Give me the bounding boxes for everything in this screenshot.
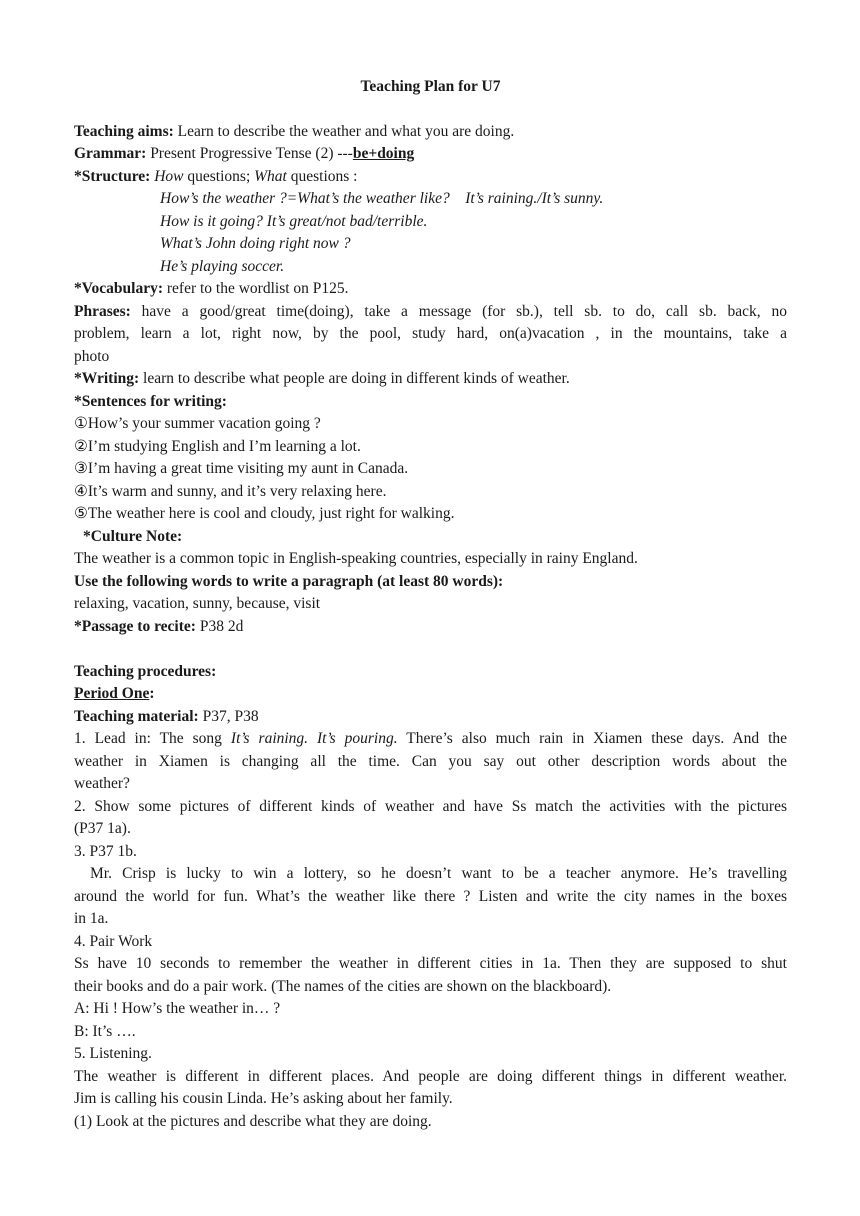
step-1-line: weather in Xiamen is changing all the time. Can you say out other description words about the [74, 752, 787, 770]
phrases-line: photo [74, 347, 110, 365]
period-colon: : [149, 685, 155, 702]
step-2-line: (P37 1a). [74, 820, 131, 837]
procedures-label: Teaching procedures: [74, 662, 217, 680]
structure-what: What [254, 167, 287, 185]
sentence-item: ③I’m having a great time visiting my aunt in Canada. [74, 460, 409, 477]
dialogue-a: A: Hi ! How’s the weather in… ? [74, 1000, 281, 1017]
sentences-label: *Sentences for writing: [74, 392, 227, 410]
structure [74, 166, 787, 189]
structure-example: He’s playing soccer. [160, 257, 285, 275]
document-page [74, 76, 787, 1133]
writing [74, 368, 787, 391]
structure-example: How’s the weather ?=What’s the weather like? It’s raining./It’s sunny. [160, 190, 604, 207]
step-4-line: their books and do a pair work. (The names of the cities are shown on the blackboard). [74, 977, 612, 995]
sentence-item: ④It’s warm and sunny, and it’s very relaxing here. [74, 482, 387, 500]
sentence-item: ①How’s your summer vacation going ? [74, 415, 321, 432]
dialogue-b: B: It’s …. [74, 1022, 136, 1040]
phrases-line: problem, learn a lot, right now, by the pool, study hard, on(a)vacation , in the mountains, take a [74, 325, 787, 342]
structure-example: How is it going? It’s great/not bad/terrible. [160, 212, 428, 230]
step-3: 3. P37 1b. [74, 842, 137, 860]
grammar-text: Present Progressive Tense (2) --- [146, 145, 353, 162]
step-5: 5. Listening. [74, 1045, 152, 1062]
step-1-text: There’s also much rain in Xiamen these days. And the [397, 730, 788, 747]
structure-mid: questions; [183, 167, 255, 185]
phrases-label: Phrases: [74, 302, 131, 320]
culture-note-label: *Culture Note: [83, 527, 183, 545]
structure-example: What’s John doing right now ? [160, 235, 351, 252]
step-3-line: Mr. Crisp is lucky to win a lottery, so he doesn’t want to be a teacher anymore. He’s travelling [90, 865, 787, 882]
step-5-line: The weather is different in different places. And people are doing different things in different weather. [74, 1067, 787, 1085]
teaching-aims [74, 121, 787, 144]
recite-label: *Passage to recite: [74, 617, 196, 635]
step-1-text: 1. Lead in: The song [74, 730, 231, 747]
recite-text: P38 2d [195, 617, 244, 635]
step-1 [74, 728, 787, 751]
grammar-label: Grammar: [74, 145, 147, 162]
sentence-item: ②I’m studying English and I’m learning a lot. [74, 437, 361, 455]
sentence-item: ⑤The weather here is cool and cloudy, just right for walking. [74, 505, 455, 522]
writing-text: learn to describe what people are doing in different kinds of weather. [139, 370, 570, 387]
period-heading [74, 683, 787, 706]
structure-tail: questions : [286, 167, 358, 185]
grammar [74, 143, 787, 166]
phrases [74, 301, 787, 324]
writing-label: *Writing: [74, 370, 140, 387]
vocabulary-text: refer to the wordlist on P125. [163, 280, 349, 297]
step-1-line: weather? [74, 775, 130, 792]
material-text: P37, P38 [198, 707, 259, 725]
song-title: It’s raining. It’s pouring. [230, 730, 398, 747]
structure-how: How [150, 167, 184, 185]
teaching-aims-text: Learn to describe the weather and what you are doing. [173, 122, 515, 140]
step-4: 4. Pair Work [74, 932, 153, 950]
period-title: Period One [74, 685, 150, 702]
phrases-line: have a good/great time(doing), take a message (for sb.), tell sb. to do, call sb. back, no [130, 302, 787, 320]
vocabulary-label: *Vocabulary: [74, 280, 163, 297]
vocabulary [74, 278, 787, 301]
step-4-line: Ss have 10 seconds to remember the weather in different cities in 1a. Then they are supposed to shut [74, 955, 787, 972]
step-2: 2. Show some pictures of different kinds of weather and have Ss match the activities with the pictures [74, 797, 787, 815]
paragraph-task-label: Use the following words to write a paragraph (at least 80 words): [74, 572, 504, 590]
step-3-line: around the world for fun. What’s the weather like there ? Listen and write the city names in the boxes [74, 887, 787, 905]
structure-label: *Structure: [74, 167, 151, 185]
material-label: Teaching material: [74, 707, 199, 725]
culture-note-text: The weather is a common topic in English-speaking countries, especially in rainy England. [74, 550, 638, 567]
step-5-sub: (1) Look at the pictures and describe what they are doing. [74, 1112, 432, 1130]
spacer [74, 638, 787, 661]
teaching-aims-label: Teaching aims: [74, 122, 174, 140]
step-5-line: Jim is calling his cousin Linda. He’s asking about her family. [74, 1090, 453, 1107]
passage-to-recite [74, 616, 787, 639]
teaching-material [74, 706, 787, 729]
page-title: Teaching Plan for U7 [360, 78, 501, 95]
grammar-emphasis: be+doing [352, 145, 415, 162]
paragraph-task-words: relaxing, vacation, sunny, because, visit [74, 595, 321, 612]
step-3-line: in 1a. [74, 910, 109, 927]
